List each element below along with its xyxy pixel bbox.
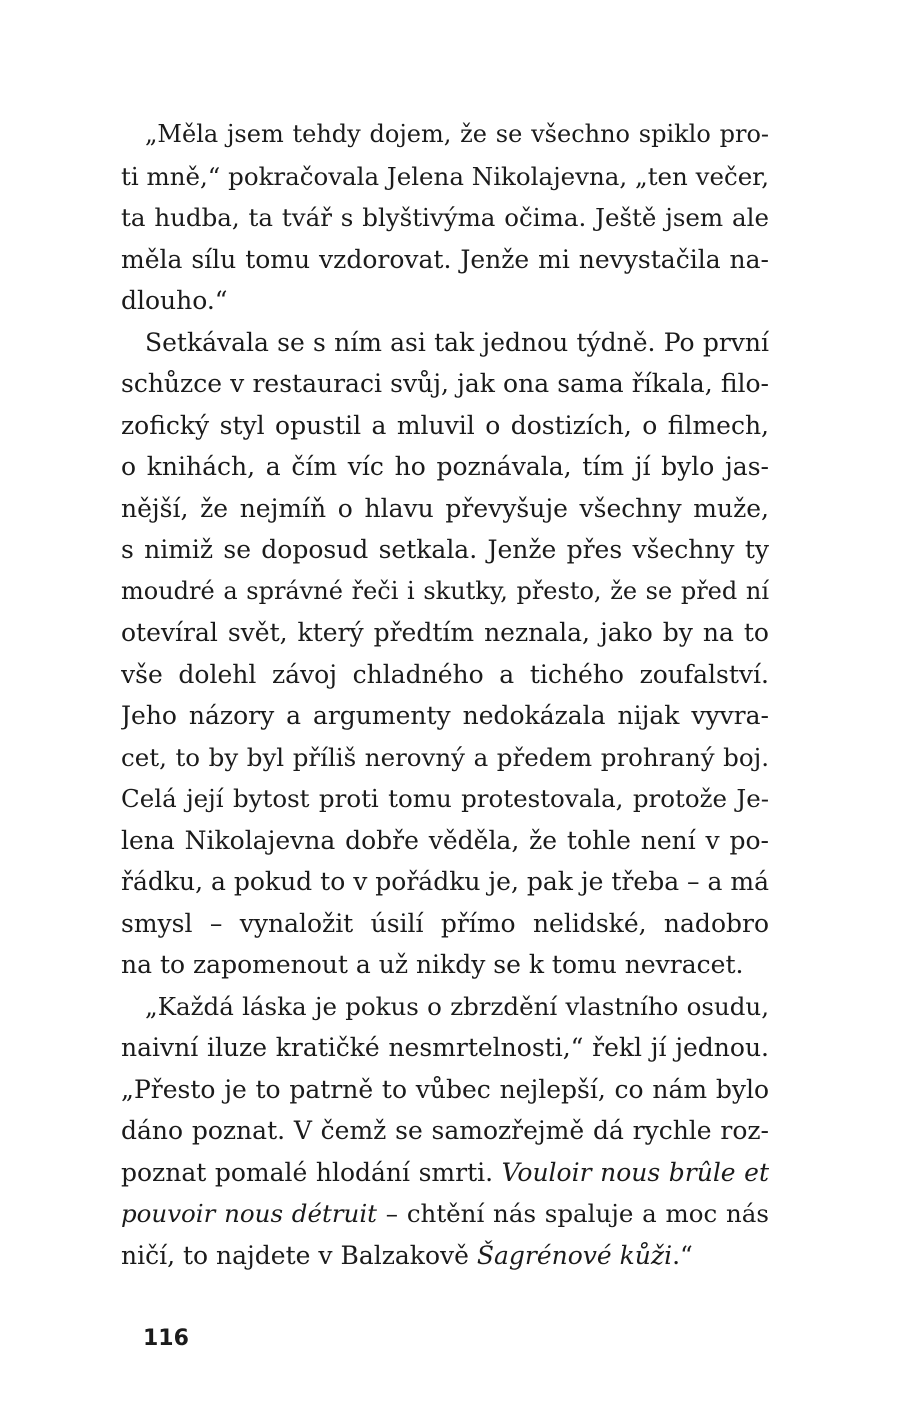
text-line: schůzce v restauraci svůj, jak ona sama říkala, filo- <box>121 369 769 398</box>
text-segment: poznat pomalé hlodání smrti. <box>121 1157 494 1187</box>
text-segment: ničí, to najdete v Balzakově <box>121 1240 477 1270</box>
italic-quote: Vouloir nous brûle et <box>501 1157 769 1187</box>
text-line: zofický styl opustil a mluvil o dostizích, o filmech, <box>121 410 769 440</box>
text-line: moudré a správné řeči i skutky, přesto, že se před ní <box>121 576 769 605</box>
text-line: cet, to by byl příliš nerovný a předem prohraný boj. <box>121 742 769 772</box>
text-line: Celá její bytost proti tomu protestovala, protože Je- <box>121 784 769 813</box>
text-line: dlouho.“ <box>121 286 228 315</box>
text-segment: .“ <box>672 1240 693 1270</box>
text-line: Setkávala se s ním asi tak jednou týdně. Po první <box>145 327 769 357</box>
text-line: s nimiž se doposud setkala. Jenže přes všechny ty <box>121 535 769 564</box>
text-line: „Měla jsem tehdy dojem, že se všechno spiklo pro- <box>145 120 769 148</box>
text-line: na to zapomenout a už nikdy se k tomu nevracet. <box>121 950 744 979</box>
text-line: „Každá láska je pokus o zbrzdění vlastního osudu, <box>145 991 769 1021</box>
text-line: otevíral svět, který předtím neznala, jako by na to <box>121 618 769 647</box>
text-line: ti mně,“ pokračovala Jelena Nikolajevna, „ten večer, <box>121 161 769 191</box>
page-number: 116 <box>143 1326 189 1351</box>
body-text <box>121 114 769 1276</box>
text-line: nější, že nejmíň o hlavu převyšuje všechny muže, <box>121 493 769 523</box>
text-line: „Přesto je to patrně to vůbec nejlepší, co nám bylo <box>121 1074 769 1104</box>
text-line: naivní iluze kratičké nesmrtelnosti,“ řekl jí jednou. <box>121 1033 769 1062</box>
text-line <box>121 1235 769 1277</box>
text-line: řádku, a pokud to v pořádku je, pak je třeba – a má <box>121 867 769 896</box>
text-line: měla sílu tomu vzdorovat. Jenže mi nevystačila na- <box>121 244 769 274</box>
italic-quote: pouvoir nous détruit <box>121 1199 377 1228</box>
text-line: lena Nikolajevna dobře věděla, že tohle není v po- <box>121 825 769 855</box>
text-line: smysl – vynaložit úsilí přímo nelidské, nadobro <box>121 908 769 938</box>
text-line: o knihách, a čím víc ho poznávala, tím jí bylo jas- <box>121 452 769 481</box>
book-title: Šagrénové kůži <box>476 1240 673 1270</box>
text-line: Jeho názory a argumenty nedokázala nijak vyvra- <box>121 701 769 730</box>
text-line <box>121 1152 769 1194</box>
text-line: vše dolehl závoj chladného a tichého zoufalství. <box>121 659 769 689</box>
text-line: ta hudba, ta tvář s blyštivýma očima. Ještě jsem ale <box>121 203 769 232</box>
text-line: dáno poznat. V čemž se samozřejmě dá rychle roz- <box>121 1116 769 1145</box>
text-line <box>121 1193 769 1235</box>
text-segment: – chtění nás spaluje a moc nás <box>377 1199 769 1228</box>
